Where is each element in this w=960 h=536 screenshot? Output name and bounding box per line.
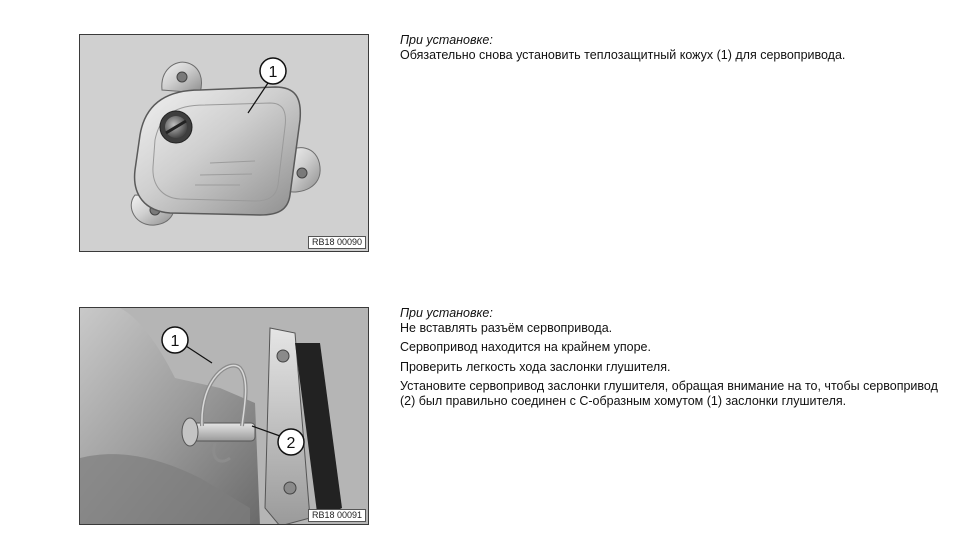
instruction-block-1	[400, 33, 956, 67]
heading-installation: При установке:	[400, 33, 493, 47]
image-code: RB18 00090	[308, 236, 366, 249]
callout-1-fig2: 1	[170, 333, 180, 350]
instruction-paragraph: Сервопривод находится на крайнем упоре.	[400, 340, 651, 354]
instruction-block-2	[400, 306, 956, 413]
figure-heat-shield	[79, 34, 369, 252]
figure-servo-clamp	[79, 307, 369, 525]
heading-installation: При установке:	[400, 306, 493, 320]
instruction-text: Обязательно снова установить теплозащитный кожух (1) для сервопривода.	[400, 47, 846, 62]
callout-1-fig1: 1	[268, 64, 278, 81]
instruction-paragraph: Проверить легкость хода заслонки глушителя.	[400, 359, 671, 374]
callout-2-fig2: 2	[286, 435, 296, 452]
heat-shield-photo	[80, 35, 369, 252]
instruction-paragraph: Не вставлять разъём сервопривода.	[400, 320, 613, 335]
image-code: RB18 00091	[308, 509, 366, 522]
servo-clamp-photo	[80, 308, 369, 525]
instruction-paragraph: Установите сервопривод заслонки глушителя, обращая внимание на то, чтобы сервопривод (2) был правильно соединен с С-образным хомутом (1) заслонки глушителя.	[400, 379, 938, 408]
